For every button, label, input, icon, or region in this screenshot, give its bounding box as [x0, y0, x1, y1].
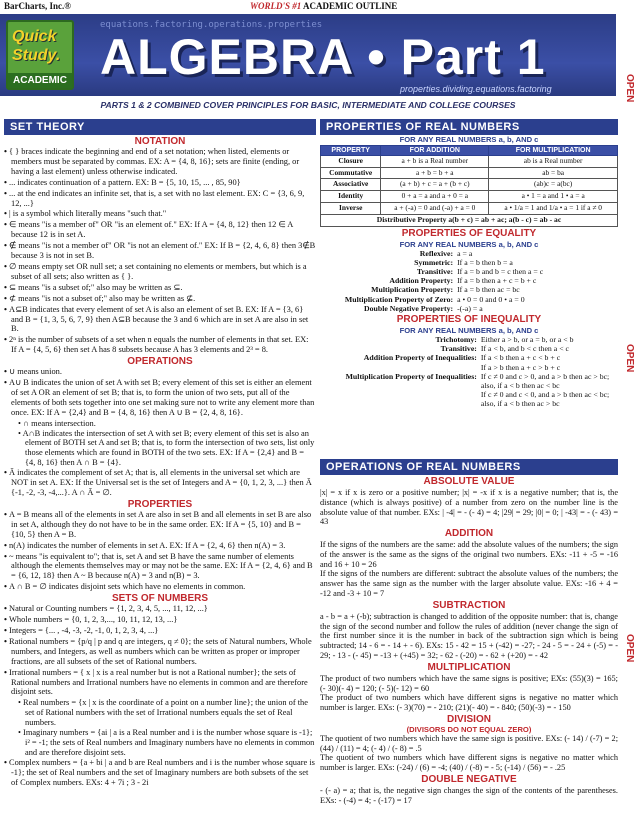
property-row: [320, 372, 618, 381]
property-name: [320, 399, 481, 408]
operations-sublist: [18, 419, 316, 469]
table-header-cell: PROPERTY: [321, 146, 381, 156]
notation-item: • ∅ means empty set OR null set; a set containing no elements or members, but which is a subset of all sets; also written as { }.: [4, 262, 316, 282]
operation-subitem: • A∩B indicates the intersection of set A with set B; every element of this set is also an element of BOTH set A and set B; that is, to form the intersection of two sets, list only those elements which are found in BOTH of the two sets. EX: If A = {2,4} and B = {4, 8, 16} then A ∩ B = {4}.: [18, 429, 316, 469]
banner-properties: properties.dividing.equations.factoring: [400, 84, 552, 94]
logo-line3: ACADEMIC: [8, 73, 72, 88]
open-label: [622, 634, 636, 666]
inequality-heading: PROPERTIES OF INEQUALITY: [396, 313, 542, 325]
for-any-note: FOR ANY REAL NUMBERS a, b, AND c: [399, 135, 539, 144]
division-note: (DIVISORS DO NOT EQUAL ZERO): [406, 724, 532, 734]
property-row: [320, 258, 618, 267]
notation-item: • ... indicates continuation of a pattern. EX: B = {5, 10, 15, ... , 85, 90}: [4, 178, 316, 188]
open-word: OPEN: [624, 344, 635, 373]
property-value: If a < b then a + c < b + c: [480, 353, 561, 363]
inequality-for-note: FOR ANY REAL NUMBERS a, b, AND c: [399, 325, 539, 335]
subtitle: PARTS 1 & 2 COMBINED COVER PRINCIPLES FOR BASIC, INTERMEDIATE AND COLLEGE COURSES: [100, 100, 516, 110]
section-heading-set-theory: SET THEORY: [4, 119, 316, 135]
property-value: -(-a) = a: [457, 303, 483, 313]
property-row: [320, 249, 618, 258]
operations-list-2: [4, 468, 316, 498]
distributive-property: Distributive Property a(b + c) = ab + ac; a(b - c) = ab - ac: [320, 215, 618, 227]
open-rail: [620, 14, 638, 826]
page-title: ALGEBRA • Part 1: [100, 29, 546, 85]
notation-item: • | is a symbol which literally means "such that.": [4, 209, 316, 219]
subtraction-heading: SUBTRACTION: [432, 599, 506, 611]
section-heading-operations: OPERATIONS OF REAL NUMBERS: [320, 459, 618, 475]
absolute-value-text: |x| = x if x is zero or a positive number; |x| = -x if x is a negative number; that is, the distance (which is always positive) of a number from zero on the number line is the absolute value of that number. EXs: | -4| = - (- 4) = 4; |29| = 29; |0| = 0; | -43| = - (- 43) = 43: [320, 488, 618, 527]
property-item: • n(A) indicates the number of elements in set A. EX: If A = {2, 4, 6} then n(A) = 3.: [4, 541, 316, 551]
property-name: Multiplication Property:: [371, 285, 454, 295]
operations-list: [4, 367, 316, 418]
addition-heading: ADDITION: [444, 528, 494, 540]
table-cell: Identity: [321, 191, 381, 203]
property-value: If c ≠ 0 and c > 0, and a > b then ac > bc;: [480, 371, 610, 381]
section-heading-properties: PROPERTIES OF REAL NUMBERS: [320, 119, 618, 135]
property-name: Addition Property:: [389, 276, 454, 286]
property-row: [320, 399, 618, 408]
notation-list: [4, 147, 316, 355]
property-name: Symmetric:: [414, 257, 454, 267]
properties-table: [320, 145, 618, 215]
table-header-cell: FOR MULTIPLICATION: [489, 146, 618, 156]
table-cell: a + b is a Real number: [381, 156, 489, 168]
property-row: [320, 344, 618, 353]
operation-item: • Ā indicates the complement of set A; that is, all elements in the universal set which are NOT in set A. EX: If the Universal set is the set of Integers and A = {0, 1, 2, 3, ...} then Ā {-1, -2, -3, -4,...}. A ∩ Ā = ∅.: [4, 468, 316, 498]
division-text-1: The quotient of two numbers which have the same sign is positive. EXs: (- 14) / (-7) = 2; (44) / (11) = 4; (- 4) / (- 8) = .5: [320, 733, 618, 753]
property-row: [320, 285, 618, 294]
property-value: If c ≠ 0 and c < 0, and a > b then ac < bc;: [480, 390, 610, 400]
inequality-list: [320, 335, 618, 409]
numbers-sublist: [18, 698, 316, 757]
table-cell: a • 1 = a and 1 • a = a: [489, 191, 618, 203]
sets-of-numbers-heading: SETS OF NUMBERS: [111, 593, 209, 605]
multiplication-text-1: The product of two numbers which have the same signs is positive; EXs: (55)(3) = 165; (- 30)(- 4) = 120; (- 5)(- 12) = 60: [320, 673, 618, 693]
property-value: If a > b then a + c > b + c: [480, 362, 561, 372]
property-name: Transitive:: [440, 344, 477, 354]
properties-heading: PROPERTIES: [127, 498, 193, 510]
properties-list: [4, 510, 316, 592]
tagline-highlight: WORLD'S #1: [250, 1, 302, 11]
property-row: [320, 295, 618, 304]
property-name: [320, 363, 481, 372]
property-value: If a = b then b = a: [457, 257, 513, 267]
set-theory-column: [4, 119, 316, 788]
double-negative-text: - (- a) = a; that is, the negative sign changes the sign of the contents of the parentheses. EXs: - (-4) = 4; - (-17) = 17: [320, 785, 618, 805]
notation-item: • ... at the end indicates an infinite set, that is, a set with no last element. EX: C = {3, 6, 9, 12, ...}: [4, 189, 316, 209]
number-set-item: • Whole numbers = {0, 1, 2, 3,..., 10, 11, 12, 13, ...}: [4, 615, 316, 625]
property-item: • A ∩ B = ∅ indicates disjoint sets which have no elements in common.: [4, 582, 316, 592]
publisher-name: BarCharts, Inc.®: [4, 1, 71, 11]
equality-for-note: FOR ANY REAL NUMBERS a, b, AND c: [399, 239, 539, 249]
number-set-item: • Complex numbers = {a + bi | a and b are Real numbers and i is the number whose square is -1}; the set of Real numbers and the set of Imaginary numbers are both subsets of the set of Complex numbers. EXs: 4 + 7i ; 3 - 2i: [4, 758, 316, 788]
number-set-subitem: • Real numbers = {x | x is the coordinate of a point on a number line}; the union of the set of Rational numbers with the set of Irrational numbers equals the set of Real numbers.: [18, 698, 316, 728]
operation-item: • ∪ means union.: [4, 367, 316, 377]
quickstudy-logo: [6, 20, 74, 90]
number-set-item: • Natural or Counting numbers = {1, 2, 3, 4, 5, ..., 11, 12, ...}: [4, 604, 316, 614]
property-name: Trichotomy:: [435, 334, 477, 344]
property-value: also, if a < b then ac < bc: [480, 380, 560, 390]
property-name: Transitive:: [416, 267, 454, 276]
property-value: If a = b then ac = bc: [457, 285, 520, 295]
open-word: OPEN: [624, 634, 635, 663]
table-header-cell: FOR ADDITION: [381, 146, 489, 156]
table-cell: Closure: [321, 156, 381, 168]
real-numbers-column: [320, 119, 618, 408]
logo-line2: Study.: [12, 47, 61, 64]
operations-heading: OPERATIONS: [127, 356, 193, 368]
numbers-list: [4, 604, 316, 697]
property-row: [320, 363, 618, 372]
property-row: [320, 335, 618, 344]
notation-heading: NOTATION: [134, 136, 186, 147]
table-cell: a • 1/a = 1 and 1/a • a = 1 if a ≠ 0: [489, 202, 618, 214]
notation-item: • ⊄ means "is not a subset of;" also may be written as ⊈.: [4, 294, 316, 304]
number-set-item: • Irrational numbers = { x | x is a real number but is not a Rational number}; the sets of Rational numbers and Irrational numbers have no elements in common and are therefore disjoint sets.: [4, 668, 316, 698]
notation-item: • ∉ means "is not a member of" OR "is not an element of." EX: If B = {2, 4, 6, 8} then 3∉B because 3 is not in set B.: [4, 241, 316, 261]
property-name: [320, 381, 481, 390]
property-row: [320, 304, 618, 313]
table-row: [321, 179, 618, 191]
table-cell: Commutative: [321, 167, 381, 179]
addition-text-2: If the signs of the numbers are different: subtract the absolute values of the numbers; the answer has the same sign as the number with the larger absolute value. EXs: -16 + 4 = -12 and -3 + 10 = 7: [320, 569, 618, 599]
property-name: [320, 390, 481, 399]
table-cell: (a + b) + c = a + (b + c): [381, 179, 489, 191]
tagline-text: ACADEMIC OUTLINE: [303, 1, 398, 11]
banner-decoration: equations.factoring.operations.properties: [100, 20, 323, 30]
property-name: Multiplication Property of Inequalities:: [345, 371, 477, 381]
property-value: If a = b and b = c then a = c: [457, 267, 544, 276]
open-label: [622, 74, 636, 106]
property-value: Either a > b, or a = b, or a < b: [480, 334, 574, 344]
number-set-item: • Rational numbers = {p/q | p and q are integers, q ≠ 0}; the sets of Natural numbers, Whole numbers, and Integers, as well as numbers which can be written as proper or improper fractions, are all subsets of the set of Rational numbers.: [4, 637, 316, 667]
table-cell: ab is a Real number: [489, 156, 618, 168]
division-text-2: The quotient of two numbers which have different signs is negative no matter which number is larger. EXs: (-24) / (6) = -4; (40) / (-8) = - 5; (-14) / (56) = - .25: [320, 753, 618, 773]
property-row: [320, 390, 618, 399]
table-cell: a + b = b + a: [381, 167, 489, 179]
open-label: [622, 344, 636, 376]
operation-item: • A∪ B indicates the union of set A with set B; every element of this set is either an element of set A OR an element of set B; that is, to form the union of two sets, put all of the elements of both sets together into one set making sure not to write any element more than once. EX: If A = {2,4} and B = {4, 8, 16} then A ∪ B = {2, 4, 8, 16}.: [4, 378, 316, 418]
open-word: OPEN: [624, 74, 635, 103]
title-banner: [0, 14, 616, 96]
table-row: [321, 202, 618, 214]
notation-item: • 2ⁿ is the number of subsets of a set when n equals the number of elements in that set. EX: If A = {4, 5, 6} then set A has 8 subsets because A has 3 elements and 2³ = 8.: [4, 335, 316, 355]
operations-section: [320, 459, 618, 806]
multiplication-heading: MULTIPLICATION: [427, 661, 511, 673]
property-value: If a = b then a + c = b + c: [457, 276, 537, 286]
property-name: Reflexive:: [419, 248, 454, 258]
table-row: [321, 156, 618, 168]
table-cell: ab = ba: [489, 167, 618, 179]
notation-item: • { } braces indicate the beginning and end of a set notation; when listed, elements or members must be separated by commas. EX: A = {4, 8, 16}; sets are finite (ending, or having a last element) unless otherwise indicated.: [4, 147, 316, 177]
table-cell: 0 + a = a and a + 0 = a: [381, 191, 489, 203]
table-cell: a + (-a) = 0 and (-a) + a = 0: [381, 202, 489, 214]
equality-heading: PROPERTIES OF EQUALITY: [401, 227, 537, 239]
property-value: If a < b, and b < c then a < c: [480, 344, 570, 354]
table-row: [321, 191, 618, 203]
subtraction-text: a - b = a + (-b); subtraction is changed to addition of the opposite number: that is, change the sign of the second number and follow the rules of addition (never change the sign of the first number since it is the number in back of the subtraction sign which is being subtracted; 14 - 6 = - 14 + - 6). EXs: 15 - 42 = 15 + (-42) = -27; - 24 - 5 = - 24 + (-5) = - 29; - 13 - (- 45) = -13 + (+45) = 32; - 62 - (-20) = - 62 + (+20) = - 42: [320, 611, 618, 660]
addition-text-1: If the signs of the numbers are the same: add the absolute values of the numbers; the sign of the answer is the same as the signs of the original two numbers. EXs: -11 + -5 = -16 and 16 + 10 = 26: [320, 540, 618, 569]
table-cell: Inverse: [321, 202, 381, 214]
double-negative-heading: DOUBLE NEGATIVE: [421, 773, 517, 785]
table-cell: Associative: [321, 179, 381, 191]
number-set-item: • Integers = {... , -4, -3, -2, -1, 0, 1, 2, 3, 4, ...}: [4, 626, 316, 636]
property-name: Double Negative Property:: [364, 303, 454, 313]
property-name: Multiplication Property of Zero:: [344, 294, 454, 304]
multiplication-text-2: The product of two numbers which have different signs is negative no matter which number is larger. EXs: (- 3)(70) = - 210; (21)(- 40) = - 840; (50)(-3) = - 150: [320, 693, 618, 713]
table-cell: (ab)c = a(bc): [489, 179, 618, 191]
tagline: [250, 1, 397, 12]
operation-subitem: • ∩ means intersection.: [18, 419, 316, 429]
notation-item: • A⊆B indicates that every element of set A is also an element of set B. EX: If A = {3, 6} and B = {1, 3, 5, 6, 7, 9} then A⊆B because the 3 and 6 which are in set A are also in set B.: [4, 305, 316, 335]
division-heading: DIVISION: [447, 713, 491, 725]
property-name: Addition Property of Inequalities:: [363, 353, 477, 363]
table-row: [321, 167, 618, 179]
logo-line1: Quick: [12, 28, 57, 45]
property-value: also, if a < b then ac > bc: [480, 399, 560, 409]
notation-item: • ⊆ means "is a subset of;" also may be written as ⊆.: [4, 283, 316, 293]
property-value: a • 0 = 0 and 0 • a = 0: [457, 294, 525, 304]
property-item: • A = B means all of the elements in set A are also in set B and all elements in set B are also in set A, although they do not have to be in the same order. EX: If A = {5, 10} and B = {10, 5} then A = B.: [4, 510, 316, 540]
property-row: [320, 381, 618, 390]
property-item: • ~ means "is equivalent to"; that is, set A and set B have the same number of elements although the elements themselves may or may not be the same. EX: If A = {2, 4, 6} and B = {6, 12, 18} then A ~ B because n(A) = 3 and n(B) = 3.: [4, 552, 316, 582]
equality-list: [320, 249, 618, 313]
property-row: [320, 353, 618, 362]
notation-item: • ∈ means "is a member of" OR "is an element of." EX: If A = {4, 8, 12} then 12 ∈ A because 12 is in set A.: [4, 220, 316, 240]
absolute-value-heading: ABSOLUTE VALUE: [423, 476, 515, 487]
numbers-list-2: [4, 758, 316, 788]
property-row: [320, 267, 618, 276]
property-row: [320, 276, 618, 285]
property-value: a = a: [457, 248, 473, 258]
number-set-subitem: • Imaginary numbers = {ai | a is a Real number and i is the number whose square is -1}; i² = -1; the sets of Real numbers and Imaginary numbers have no elements in common and are therefore disjoint sets.: [18, 728, 316, 758]
top-strip: [0, 0, 638, 14]
